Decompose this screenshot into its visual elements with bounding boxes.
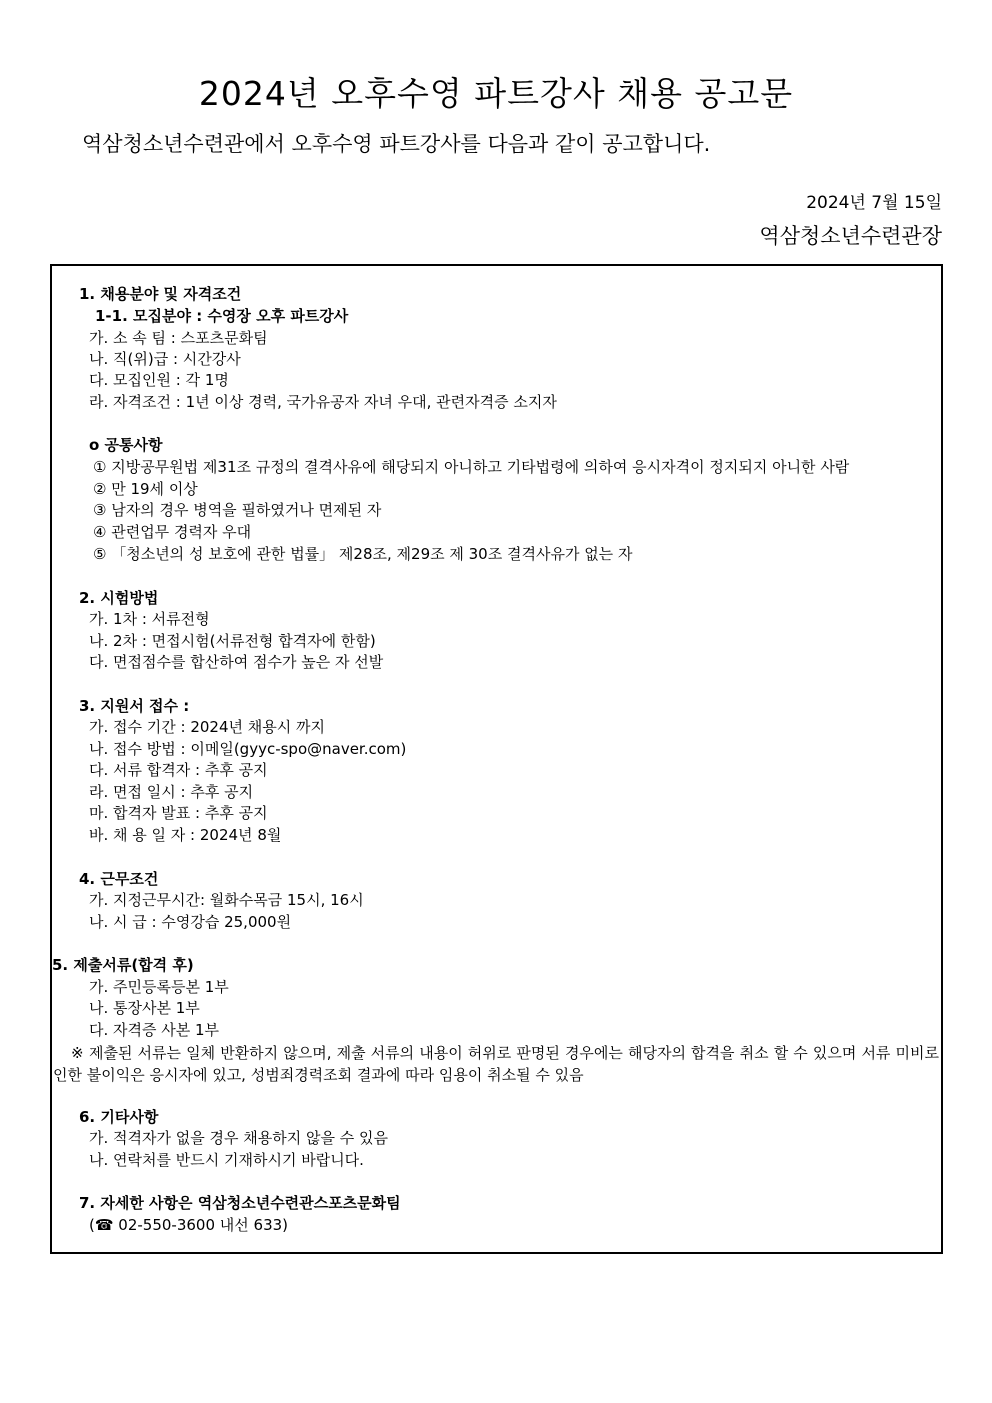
list-item: 바. 채 용 일 자 : 2024년 8월 [89, 826, 282, 844]
announcement-body [50, 264, 943, 1254]
page-title: 2024년 오후수영 파트강사 채용 공고문 [198, 74, 794, 113]
submission-note: ※ 제출된 서류는 일체 반환하지 않으며, 제출 서류의 내용이 허위로 판명된 경우에는 해당자의 합격을 취소 할 수 있으며 서류 미비로 인한 불이익은 응시자에 있고, 성범죄경력조회 결과에 따라 임용이 취소될 수 있음 [53, 1044, 939, 1084]
section-1-heading: 1. 채용분야 및 자격조건 [79, 285, 242, 303]
list-item: 라. 자격조건 : 1년 이상 경력, 국가유공자 자녀 우대, 관련자격증 소지자 [89, 393, 557, 411]
section-5-heading: 5. 제출서류(합격 후) [52, 956, 194, 974]
list-item: 가. 지정근무시간: 월화수목금 15시, 16시 [89, 891, 364, 909]
issuing-organization: 역삼청소년수련관장 [759, 224, 942, 248]
list-item: ④ 관련업무 경력자 우대 [93, 523, 252, 541]
section-4-heading: 4. 근무조건 [79, 870, 159, 888]
section-3-heading: 3. 지원서 접수 : [79, 697, 190, 715]
list-item: 가. 적격자가 없을 경우 채용하지 않을 수 있음 [89, 1129, 388, 1147]
list-item: 라. 면접 일시 : 추후 공지 [89, 783, 254, 801]
list-item: 나. 연락처를 반드시 기재하시기 바랍니다. [89, 1151, 364, 1169]
list-item: 다. 면접점수를 합산하여 점수가 높은 자 선발 [89, 653, 384, 671]
contact-phone: (☎ 02-550-3600 내선 633) [89, 1216, 289, 1234]
section-1-subheading: 1-1. 모집분야 : 수영장 오후 파트강사 [95, 307, 349, 325]
section-7-heading: 7. 자세한 사항은 역삼청소년수련관스포츠문화팀 [79, 1194, 401, 1212]
list-item: 가. 소 속 팀 : 스포츠문화팀 [89, 329, 268, 347]
bullet-icon: o [89, 436, 100, 454]
list-item: ③ 남자의 경우 병역을 필하였거나 면제된 자 [93, 501, 382, 519]
section-6-heading: 6. 기타사항 [79, 1108, 159, 1126]
common-heading: 공통사항 [104, 436, 163, 454]
list-item: ② 만 19세 이상 [93, 480, 198, 498]
common-heading-row [89, 435, 163, 455]
list-item: 가. 접수 기간 : 2024년 채용시 까지 [89, 718, 325, 736]
list-item: 나. 시 급 : 수영강습 25,000원 [89, 913, 292, 931]
announcement-subtitle: 역삼청소년수련관에서 오후수영 파트강사를 다음과 같이 공고합니다. [82, 132, 711, 156]
list-item: 나. 2차 : 면접시험(서류전형 합격자에 한함) [89, 632, 376, 650]
list-item: 나. 통장사본 1부 [89, 999, 200, 1017]
list-item: 다. 모집인원 : 각 1명 [89, 371, 229, 389]
list-item: ① 지방공무원법 제31조 규정의 결격사유에 해당되지 아니하고 기타법령에 의하여 응시자격이 정지되지 아니한 사람 [93, 458, 850, 476]
list-item: 나. 접수 방법 : 이메일(gyyc-spo@naver.com) [89, 740, 407, 758]
list-item: 가. 1차 : 서류전형 [89, 610, 210, 628]
list-item: 가. 주민등록등본 1부 [89, 978, 229, 996]
section-2-heading: 2. 시험방법 [79, 589, 159, 607]
list-item: 다. 자격증 사본 1부 [89, 1021, 220, 1039]
list-item: ⑤ 「청소년의 성 보호에 관한 법률」 제28조, 제29조 제 30조 결격사유가 없는 자 [93, 545, 633, 563]
list-item: 다. 서류 합격자 : 추후 공지 [89, 761, 268, 779]
list-item: 나. 직(위)급 : 시간강사 [89, 350, 241, 368]
list-item: 마. 합격자 발표 : 추후 공지 [89, 804, 268, 822]
announcement-date: 2024년 7월 15일 [806, 193, 942, 213]
